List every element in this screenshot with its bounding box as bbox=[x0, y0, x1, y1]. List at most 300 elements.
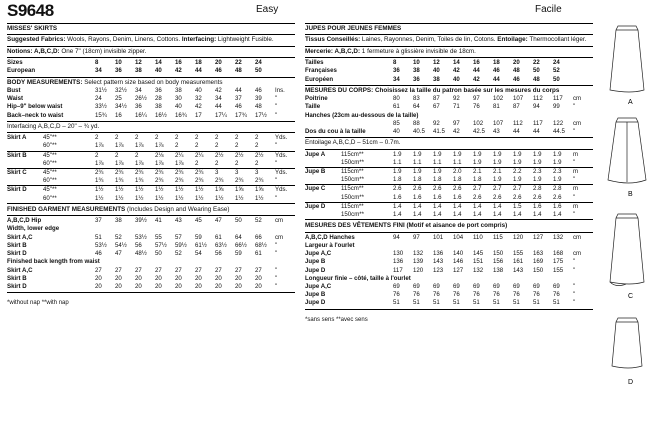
cell: " bbox=[573, 128, 576, 136]
body-measurements-heading-en: BODY MEASUREMENTS: Select pattern size based on body measurements bbox=[7, 78, 223, 86]
row-label: Taille bbox=[305, 103, 321, 111]
cell: 1.9 bbox=[553, 150, 562, 158]
row-label: Skirt C bbox=[7, 169, 27, 177]
cell: 150 bbox=[533, 266, 544, 274]
cell: 1.9 bbox=[553, 159, 573, 168]
cell: cm bbox=[275, 217, 284, 225]
cell: Yds. bbox=[275, 169, 288, 177]
cell: 136 bbox=[433, 250, 444, 258]
cell: 69 bbox=[433, 282, 440, 290]
cell: 2.0 bbox=[453, 168, 462, 176]
row-label: Jupe D bbox=[305, 299, 326, 307]
cell: 102 bbox=[493, 95, 504, 103]
cell: 1.6 bbox=[413, 194, 433, 203]
cell: 123 bbox=[433, 266, 444, 274]
title-en: MISSES' SKIRTS bbox=[7, 25, 58, 32]
row-label: Jupe D bbox=[305, 266, 326, 274]
cell: 2.7 bbox=[513, 185, 522, 193]
width-label: 115cm** bbox=[341, 168, 364, 176]
width-label: 150cm** bbox=[341, 159, 393, 168]
cell: 2.7 bbox=[473, 185, 482, 193]
cell: 1.4 bbox=[473, 202, 482, 210]
cell: 1.4 bbox=[553, 211, 573, 220]
finished-heading-en: FINISHED GARMENT MEASUREMENTS (Includes Design and Wearing Ease) bbox=[7, 205, 230, 213]
cell: 59½ bbox=[175, 241, 187, 249]
cell: 27 bbox=[215, 266, 222, 274]
cell: 20 bbox=[235, 282, 242, 290]
table-row bbox=[7, 95, 295, 103]
cell: 2 bbox=[115, 151, 119, 159]
cell: 45 bbox=[195, 217, 202, 225]
cell: 1⅞ bbox=[95, 142, 115, 151]
cell: 20 bbox=[135, 274, 142, 282]
cell bbox=[573, 275, 593, 283]
cell: " bbox=[275, 195, 295, 204]
cell: 44 bbox=[215, 103, 222, 111]
cell: 20 bbox=[95, 274, 102, 282]
cell: 1.8 bbox=[453, 176, 473, 185]
cell: 20 bbox=[175, 282, 182, 290]
cell: 53½ bbox=[135, 233, 147, 241]
cell: 1.9 bbox=[473, 159, 493, 168]
cell: 2¾ bbox=[175, 169, 184, 177]
cell: 2.6 bbox=[493, 194, 513, 203]
cell: 51 bbox=[533, 299, 540, 307]
cell: 1½ bbox=[95, 186, 104, 194]
cell: 1½ bbox=[215, 195, 235, 204]
english-column bbox=[7, 22, 295, 308]
table-row bbox=[305, 151, 593, 159]
cell: 85 bbox=[393, 119, 400, 127]
cell: 27 bbox=[95, 266, 102, 274]
cell: 2.6 bbox=[553, 194, 573, 203]
row-label: Longueur finie – côté, taille à l'ourlet bbox=[305, 274, 411, 282]
cell: 20 bbox=[195, 274, 202, 282]
cell: 2¾ bbox=[195, 169, 204, 177]
cell: 87 bbox=[513, 103, 520, 111]
cell: 27 bbox=[115, 266, 122, 274]
cell: 27 bbox=[175, 266, 182, 274]
cell: cm bbox=[573, 233, 582, 241]
cell: " bbox=[275, 177, 295, 186]
cell: 132 bbox=[413, 250, 424, 258]
cell bbox=[573, 112, 593, 120]
cell: 50 bbox=[155, 250, 162, 258]
cell: " bbox=[573, 266, 576, 274]
cell: 48 bbox=[255, 103, 262, 111]
cell: 61 bbox=[215, 233, 222, 241]
row-label: Dos du cou à la taille bbox=[305, 128, 366, 136]
cell: 76 bbox=[473, 291, 480, 299]
table-row bbox=[7, 258, 295, 266]
finished-table-en bbox=[7, 217, 295, 291]
cell bbox=[513, 275, 533, 283]
cell: 1¾ bbox=[95, 177, 115, 186]
footnote-en: *without nap **with nap bbox=[7, 300, 69, 307]
cell bbox=[433, 242, 453, 250]
cell bbox=[275, 258, 295, 266]
cell: 1.5 bbox=[513, 202, 522, 210]
cell: 40.5 bbox=[413, 128, 425, 136]
cell: 1.6 bbox=[553, 202, 562, 210]
cell: 76 bbox=[553, 291, 560, 299]
table-row bbox=[305, 120, 593, 128]
cell: 2 bbox=[175, 142, 195, 151]
cell: 107 bbox=[493, 119, 504, 127]
cell: 43 bbox=[175, 217, 182, 225]
row-label: Skirt B bbox=[7, 151, 27, 159]
table-row bbox=[305, 202, 593, 211]
cell: 17½ bbox=[255, 111, 267, 119]
cell: 1.6 bbox=[433, 194, 453, 203]
row-label: Jupe A bbox=[305, 150, 326, 158]
cell bbox=[215, 225, 235, 233]
cell: 1.9 bbox=[533, 176, 553, 185]
cell: 17¾ bbox=[235, 111, 247, 119]
cell: 24 bbox=[95, 95, 102, 103]
cell: 16¼ bbox=[135, 111, 147, 119]
cell: 1.9 bbox=[393, 150, 402, 158]
row-label: Jupe A,C bbox=[305, 282, 332, 290]
table-row bbox=[7, 169, 295, 178]
notions-fr: Mercerie: A,B,C,D: 1 fermeture à glissière invisible de 18cm. bbox=[305, 47, 476, 55]
cell: 1.4 bbox=[413, 202, 422, 210]
cell: 44 bbox=[235, 87, 242, 95]
cell: 2¾ bbox=[135, 169, 144, 177]
table-row bbox=[305, 159, 593, 168]
cell: 2.6 bbox=[413, 185, 422, 193]
cell: 151 bbox=[473, 258, 484, 266]
cell: 56 bbox=[135, 241, 142, 249]
cell: 69 bbox=[533, 282, 540, 290]
cell bbox=[175, 258, 195, 266]
cell: 39½ bbox=[135, 217, 147, 225]
row-label: Skirt A,C bbox=[7, 233, 33, 241]
cell: 51 bbox=[433, 299, 440, 307]
cell: 150 bbox=[493, 250, 504, 258]
cell: 117 bbox=[553, 95, 563, 103]
table-row bbox=[7, 195, 295, 204]
row-label bbox=[7, 142, 43, 151]
cell bbox=[553, 275, 573, 283]
cell: 61½ bbox=[195, 241, 207, 249]
cell: 47 bbox=[115, 250, 122, 258]
cell: 132 bbox=[473, 266, 484, 274]
cell: 39 bbox=[255, 95, 262, 103]
cell: 1.4 bbox=[453, 202, 462, 210]
cell: 1⅝ bbox=[255, 186, 264, 194]
cell: 2.3 bbox=[533, 168, 542, 176]
cell: " bbox=[573, 291, 576, 299]
cell: 51 bbox=[553, 299, 560, 307]
cell: 2.1 bbox=[473, 168, 482, 176]
cell: 92 bbox=[433, 119, 440, 127]
cell: 76 bbox=[473, 103, 480, 111]
cell: 41 bbox=[155, 217, 162, 225]
cell: " bbox=[275, 103, 278, 111]
cell bbox=[115, 225, 135, 233]
cell: 2½ bbox=[235, 151, 244, 159]
cell: 51 bbox=[513, 299, 520, 307]
cell: 1½ bbox=[135, 186, 144, 194]
cell: 28 bbox=[155, 95, 162, 103]
cell: 76 bbox=[413, 291, 420, 299]
table-row bbox=[305, 168, 593, 177]
row-label bbox=[305, 120, 393, 128]
cell: Yds. bbox=[275, 134, 288, 142]
cell: 37 bbox=[235, 95, 242, 103]
cell: 38 bbox=[175, 87, 182, 95]
cell: 97 bbox=[413, 233, 420, 241]
body-measurements-table-en bbox=[7, 87, 295, 120]
cell: 2 bbox=[235, 134, 239, 142]
cell: 51 bbox=[413, 299, 420, 307]
cell: 57½ bbox=[155, 241, 167, 249]
cell: 61 bbox=[393, 103, 400, 111]
cell: 1½ bbox=[115, 186, 124, 194]
cell: 2.6 bbox=[513, 194, 533, 203]
cell: 1.9 bbox=[453, 150, 462, 158]
cell: cm bbox=[573, 95, 582, 103]
row-label: A,B,C,D Hanches bbox=[305, 233, 355, 241]
cell: 76 bbox=[433, 291, 440, 299]
cell: 36 bbox=[135, 103, 142, 111]
cell: 2 bbox=[95, 151, 99, 159]
cell: 16¾ bbox=[175, 111, 187, 119]
cell: 44 bbox=[513, 128, 520, 136]
cell: 102 bbox=[473, 119, 484, 127]
cell: 168 bbox=[553, 250, 564, 258]
cell: 26½ bbox=[135, 95, 147, 103]
cell: 115 bbox=[493, 233, 503, 241]
cell: 66½ bbox=[235, 241, 247, 249]
table-row bbox=[7, 87, 295, 95]
cell bbox=[275, 225, 295, 233]
cell: 3 bbox=[255, 169, 259, 177]
cell: 52 bbox=[175, 250, 182, 258]
skirt-view-b bbox=[608, 118, 646, 183]
fabrics-fr: Tissus Conseillés: Laines, Rayonnes, Denim, Toiles de lin, Cotons. Entoilage: Thermocollant léger. bbox=[305, 36, 587, 44]
cell: 16 bbox=[115, 111, 122, 119]
cell: 138 bbox=[493, 266, 504, 274]
cell: 117 bbox=[533, 119, 543, 127]
cell: 2 bbox=[195, 142, 215, 151]
cell: 51 bbox=[453, 299, 460, 307]
row-label: Poitrine bbox=[305, 95, 328, 103]
cell: 1.4 bbox=[513, 211, 533, 220]
cell: 1.9 bbox=[493, 176, 513, 185]
fabrics-en: Suggested Fabrics: Wools, Rayons, Denim, Linens, Cottons. Interfacing: Lightweight Fusible. bbox=[7, 36, 274, 44]
row-label bbox=[7, 195, 43, 204]
cell: 54 bbox=[195, 250, 202, 258]
cell: " bbox=[573, 103, 576, 111]
row-label: Skirt D bbox=[7, 282, 27, 290]
cell: 20 bbox=[155, 282, 162, 290]
cell: 1⅞ bbox=[155, 142, 175, 151]
cell: cm bbox=[573, 250, 582, 258]
row-label: Finished back length from waist bbox=[7, 258, 100, 266]
cell: 112 bbox=[513, 119, 523, 127]
cell: 2.8 bbox=[533, 185, 542, 193]
width-label: 115cm** bbox=[341, 202, 364, 210]
table-row bbox=[305, 275, 593, 283]
cell: 76 bbox=[493, 291, 500, 299]
row-label bbox=[305, 159, 341, 168]
cell: 46 bbox=[95, 250, 102, 258]
row-label: Skirt D bbox=[7, 186, 27, 194]
cell: 1.9 bbox=[413, 168, 422, 176]
cell: 104 bbox=[453, 233, 464, 241]
cell bbox=[493, 242, 513, 250]
cell: 1½ bbox=[255, 195, 275, 204]
body-measurements-table-fr bbox=[305, 95, 593, 136]
cell bbox=[493, 275, 513, 283]
cell: 2.6 bbox=[433, 185, 442, 193]
table-row bbox=[305, 267, 593, 275]
cell: 16½ bbox=[155, 111, 167, 119]
row-label bbox=[305, 211, 341, 220]
cell: 127 bbox=[453, 266, 464, 274]
cell: 51 bbox=[493, 299, 500, 307]
row-label: Jupe A,C bbox=[305, 250, 332, 258]
cell bbox=[473, 242, 493, 250]
row-label bbox=[305, 176, 341, 185]
cell bbox=[513, 242, 533, 250]
table-row bbox=[7, 151, 295, 160]
table-row bbox=[7, 112, 295, 120]
table-row bbox=[7, 225, 295, 233]
cell: 42.5 bbox=[473, 128, 485, 136]
table-row bbox=[305, 211, 593, 220]
cell: 44.5 bbox=[553, 128, 565, 136]
width-label: 45"** bbox=[43, 151, 57, 159]
cell: 20 bbox=[215, 274, 222, 282]
cell: 117 bbox=[393, 266, 403, 274]
cell: 69 bbox=[493, 282, 500, 290]
cell: 120 bbox=[413, 266, 424, 274]
cell: 1⅞ bbox=[95, 160, 115, 169]
cell: 130 bbox=[393, 250, 404, 258]
cell: 1.4 bbox=[493, 202, 502, 210]
table-row bbox=[7, 160, 295, 169]
cell: 1½ bbox=[95, 195, 115, 204]
cell: 1.1 bbox=[413, 159, 433, 168]
cell: 71 bbox=[453, 103, 460, 111]
cell: 36 bbox=[155, 87, 162, 95]
cell bbox=[553, 242, 573, 250]
cell: 55 bbox=[155, 233, 162, 241]
cell: 1.9 bbox=[533, 150, 542, 158]
cell: 2⅛ bbox=[155, 151, 164, 159]
skirt-line-drawings bbox=[596, 18, 664, 413]
cell: 1.9 bbox=[513, 159, 533, 168]
cell: 25 bbox=[115, 95, 122, 103]
cell: 2 bbox=[135, 151, 139, 159]
cell: 69 bbox=[553, 282, 560, 290]
cell: 46 bbox=[255, 87, 262, 95]
cell: 94 bbox=[393, 233, 400, 241]
row-label: Waist bbox=[7, 95, 24, 103]
cell bbox=[453, 112, 473, 120]
cell: 2 bbox=[255, 160, 275, 169]
width-label: 60"** bbox=[43, 142, 95, 151]
cell: 2¾ bbox=[195, 177, 215, 186]
row-label: Jupe B bbox=[305, 258, 326, 266]
cell: 92 bbox=[453, 95, 460, 103]
cell: " bbox=[573, 258, 576, 266]
cell: 20 bbox=[115, 282, 122, 290]
cell: 59 bbox=[235, 250, 242, 258]
cell: 2 bbox=[235, 142, 255, 151]
width-label: 115cm** bbox=[341, 150, 364, 158]
table-row bbox=[7, 103, 295, 111]
cell: 76 bbox=[513, 291, 520, 299]
cell bbox=[553, 112, 573, 120]
cell: m bbox=[573, 150, 579, 158]
cell: " bbox=[275, 274, 278, 282]
cell: 127 bbox=[533, 233, 544, 241]
cell: 69 bbox=[393, 282, 400, 290]
cell: 20 bbox=[155, 274, 162, 282]
view-label-b: B bbox=[628, 191, 633, 198]
cell: 67 bbox=[433, 103, 440, 111]
cell bbox=[95, 225, 115, 233]
interfacing-fr: Entoilage A,B,C,D – 51cm – 0.7m. bbox=[305, 139, 401, 147]
cell: 20 bbox=[255, 274, 262, 282]
cell: 51 bbox=[95, 233, 102, 241]
cell: 2.1 bbox=[493, 168, 502, 176]
cell: 1½ bbox=[175, 195, 195, 204]
cell: 1.4 bbox=[453, 211, 473, 220]
cell: 155 bbox=[553, 266, 564, 274]
table-row bbox=[305, 95, 593, 103]
cell: 2 bbox=[195, 160, 215, 169]
width-label: 60"** bbox=[43, 177, 95, 186]
skirt-view-a bbox=[610, 26, 644, 92]
difficulty-en: Easy bbox=[256, 4, 279, 15]
cell: 122 bbox=[553, 119, 564, 127]
cell bbox=[235, 258, 255, 266]
cell: " bbox=[275, 142, 295, 151]
cell: 143 bbox=[513, 266, 524, 274]
cell: 15¾ bbox=[95, 111, 107, 119]
cell: 136 bbox=[393, 258, 404, 266]
width-label: 45"** bbox=[43, 186, 57, 194]
body-measurements-heading-fr: MESURES DU CORPS: Choisissez la taille du patron basée sur les mesures du corps bbox=[305, 86, 560, 94]
cell bbox=[433, 112, 453, 120]
finished-heading-fr: MESURES DES VÊTEMENTS FINI (Motif et aisance de port compris) bbox=[305, 222, 508, 230]
cell: 2¼ bbox=[195, 151, 204, 159]
cell: " bbox=[573, 282, 576, 290]
cell: 27 bbox=[195, 266, 202, 274]
cell bbox=[215, 258, 235, 266]
cell: 41.5 bbox=[433, 128, 445, 136]
width-label: 45"** bbox=[43, 134, 57, 142]
cell: 2.6 bbox=[393, 185, 402, 193]
row-label: Hip–9" below waist bbox=[7, 103, 63, 111]
table-row bbox=[305, 185, 593, 194]
cell: 1⅞ bbox=[175, 160, 195, 169]
cell: 163 bbox=[533, 250, 544, 258]
cell: 1.1 bbox=[433, 159, 453, 168]
cell: 31½ bbox=[95, 87, 107, 95]
cell bbox=[195, 225, 215, 233]
cell: 1.6 bbox=[393, 194, 413, 203]
table-row bbox=[305, 194, 593, 203]
cell: 17 bbox=[195, 111, 202, 119]
cell: 53½ bbox=[95, 241, 107, 249]
table-row bbox=[305, 242, 593, 250]
